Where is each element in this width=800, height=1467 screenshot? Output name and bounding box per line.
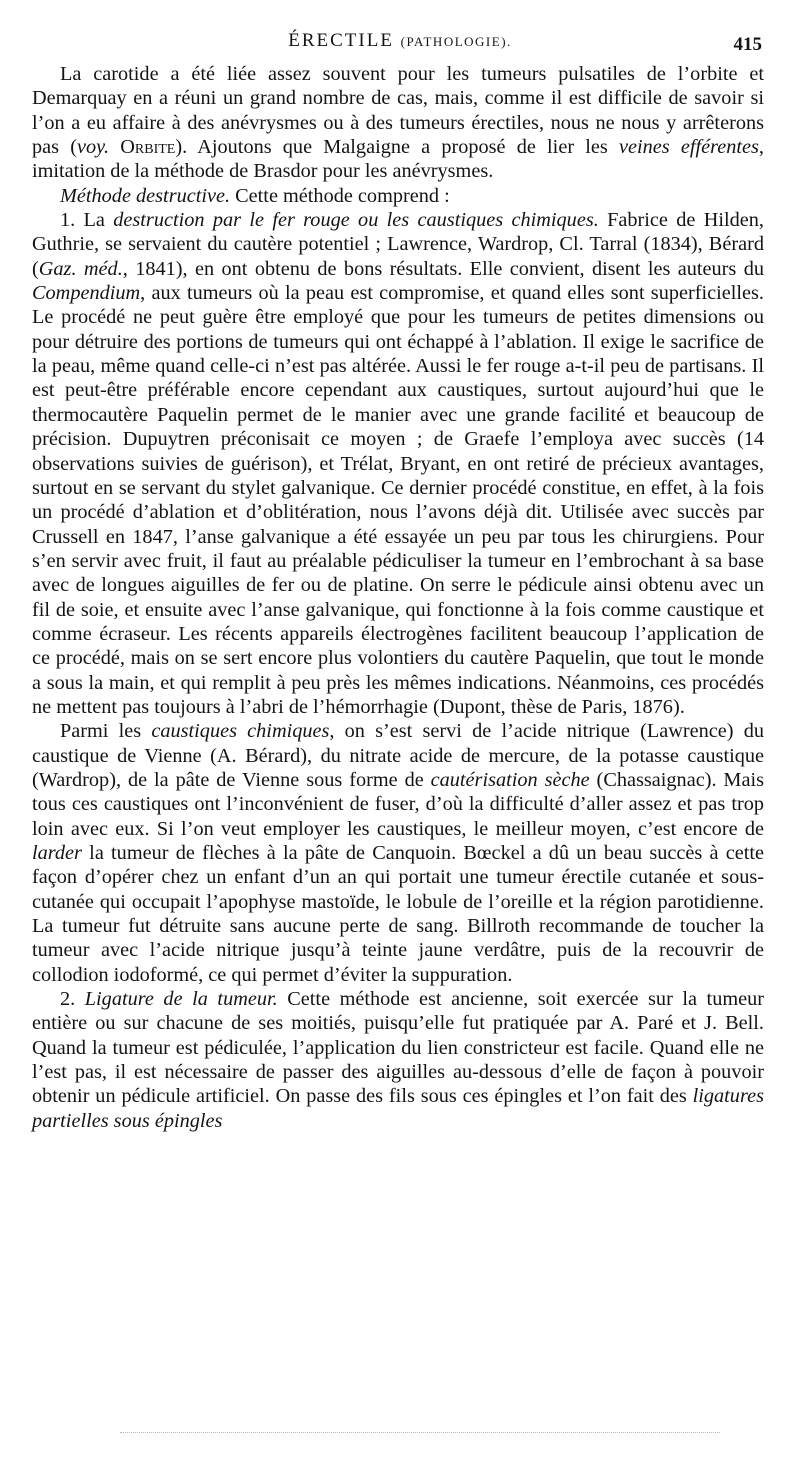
paragraph-caustiques-chimiques: [32, 719, 764, 987]
italic-span: cautérisation sèche: [430, 768, 590, 791]
running-head-subtitle: (PATHOLOGIE).: [400, 34, 512, 49]
paragraph-carotide: [32, 62, 764, 184]
body-text: [32, 62, 764, 1133]
small-caps-span: Orbite: [120, 136, 176, 159]
text-run: ). Ajoutons que Malgaigne a proposé de lier les: [175, 136, 619, 159]
text-run: Cette méthode est ancienne, soit exercée sur la tumeur entière ou sur chacune de ses moitiés, puisqu’elle fut pratiquée par A. Paré et J. Bell. Quand la tumeur est pédiculée, l’application du lien constricteur est facile. Quand elle ne l’est pas, il est nécessaire de passer des aiguilles au-dessous d’elle de façon à pouvoir obtenir un pédicule artificiel. On passe des fils sous ces épingles et l’on fait des: [32, 988, 765, 1108]
text-run: [109, 136, 120, 158]
text-run: , 1841), en ont obtenu de bons résultats. Elle convient, disent les auteurs du: [122, 257, 764, 280]
text-run: Cette méthode comprend :: [230, 184, 450, 207]
page-number: 415: [733, 34, 762, 55]
text-run: , aux tumeurs où la peau est compromise, et quand elles sont superficielles. Le procédé ne peut guère être employé que pour les tumeurs de petites dimensions ou pour détruire des portions de tumeurs qui ont échappé à l’ablation. Il exige le sacrifice de la peau, même quand celle-ci n’est pas altérée. Aussi le fer rouge a-t-il peu de partisans. Il est peut-être préférable encore cependant aux caustiques, surtout aujourd’hui que le thermocautère Paquelin permet de le manier avec une grande facilité et beaucoup de précision. Dupuytren préconisait ce moyen ; de Graefe l’employa avec succès (14 observations suivies de guérison), et Trélat, Bryant, en ont retiré de précieux avantages, surtout en se servant du stylet galvanique. Ce dernier procédé constitue, en effet, à la fois un procédé d’ablation et d’oblitération, nous l’avons déjà dit. Utilisée avec succès par Crussell en 1847, l’anse galvanique a été essayée un peu par tous les chirurgiens. Pour s’en servir avec fruit, il faut au préalable pédiculiser la tumeur en l’embrochant à sa base avec de longues aiguilles de fer ou de platine. On serre le pédicule ainsi obtenu avec un fil de soie, et ensuite avec l’anse galvanique, qui fonctionne à la fois comme caustique et comme écraseur. Les récents appareils électrogènes facilitent beaucoup l’application de ce procédé, mais on se sert encore plus volontiers du cautère Paquelin, que tout le monde a sous la main, et qui remplit à peu près les mêmes indications. Néanmoins, ces procédés ne mettent pas toujours à l’abri de l’hémorrhagie (Dupont, thèse de Paris, 1876).: [32, 282, 764, 718]
paragraph-destruction-fer-rouge: [32, 208, 764, 719]
italic-span: Méthode destructive.: [60, 184, 231, 207]
italic-span: ligatures partielles sous épingles: [32, 1085, 764, 1132]
paragraph-ligature-tumeur: [32, 987, 764, 1133]
text-run: Parmi les: [60, 720, 152, 743]
italic-span: Ligature de la tumeur.: [84, 988, 278, 1011]
page-header: [0, 30, 800, 60]
text-run: la tumeur de flèches à la pâte de Canquoin. Bœckel a dû un beau succès à cette façon d’opérer chez un enfant d’un an qui portait une tumeur érectile cutanée et sous-cutanée qui occupait l’apophyse mastoïde, le lobule de l’oreille et la région parotidienne. La tumeur fut détruite sans aucune perte de sang. Billroth recommande de toucher la tumeur avec l’acide nitrique jusqu’à teinte jaune verdâtre, puis de la recouvrir de collodion iodoformé, ce qui permet d’éviter la suppuration.: [32, 842, 764, 986]
footer-scan-artifact: [120, 1432, 720, 1435]
text-run: , on s’est servi de l’acide nitrique (Lawrence) du caustique de Vienne (A. Bérard), du nitrate acide de mercure, de la potasse caustique (Wardrop), de la pâte de Vienne sous forme de: [32, 720, 764, 791]
italic-span: caustiques chimiques: [151, 720, 330, 743]
running-head-title: ÉRECTILE: [288, 30, 394, 51]
text-run: La carotide a été liée assez souvent pour les tumeurs pulsatiles de l’orbite et Demarquay en a réuni un grand nombre de cas, mais, comme il est difficile de savoir si l’on a eu affaire à des anévrysmes ou à des tumeurs érectiles, nous ne nous y arrêterons pas (: [32, 63, 764, 159]
text-run: Fabrice de Hilden, Guthrie, se servaient du cautère potentiel ; Lawrence, Wardrop, Cl. Tarral (1834), Bérard (: [32, 209, 764, 280]
italic-span: voy.: [76, 136, 110, 159]
text-run: 2.: [60, 988, 85, 1011]
running-head: [0, 30, 800, 52]
text-run: 1. La: [60, 209, 114, 232]
italic-span: larder: [32, 842, 82, 864]
text-run: (Chassaignac). Mais tous ces caustiques ont l’inconvénient de fuser, d’où la difficulté d’aller assez et pas trop loin avec eux. Si l’on veut employer les caustiques, le meilleur moyen, c’est encore de: [32, 768, 764, 840]
paragraph-methode-destructive: [32, 184, 764, 208]
italic-span: veines efférentes: [618, 136, 759, 159]
italic-span: Gaz. méd.: [38, 257, 123, 280]
italic-span: Compendium: [32, 282, 141, 305]
text-run: , imitation de la méthode de Brasdor pour les anévrysmes.: [32, 136, 764, 183]
italic-span: destruction par le fer rouge ou les caustiques chimiques.: [113, 209, 599, 232]
